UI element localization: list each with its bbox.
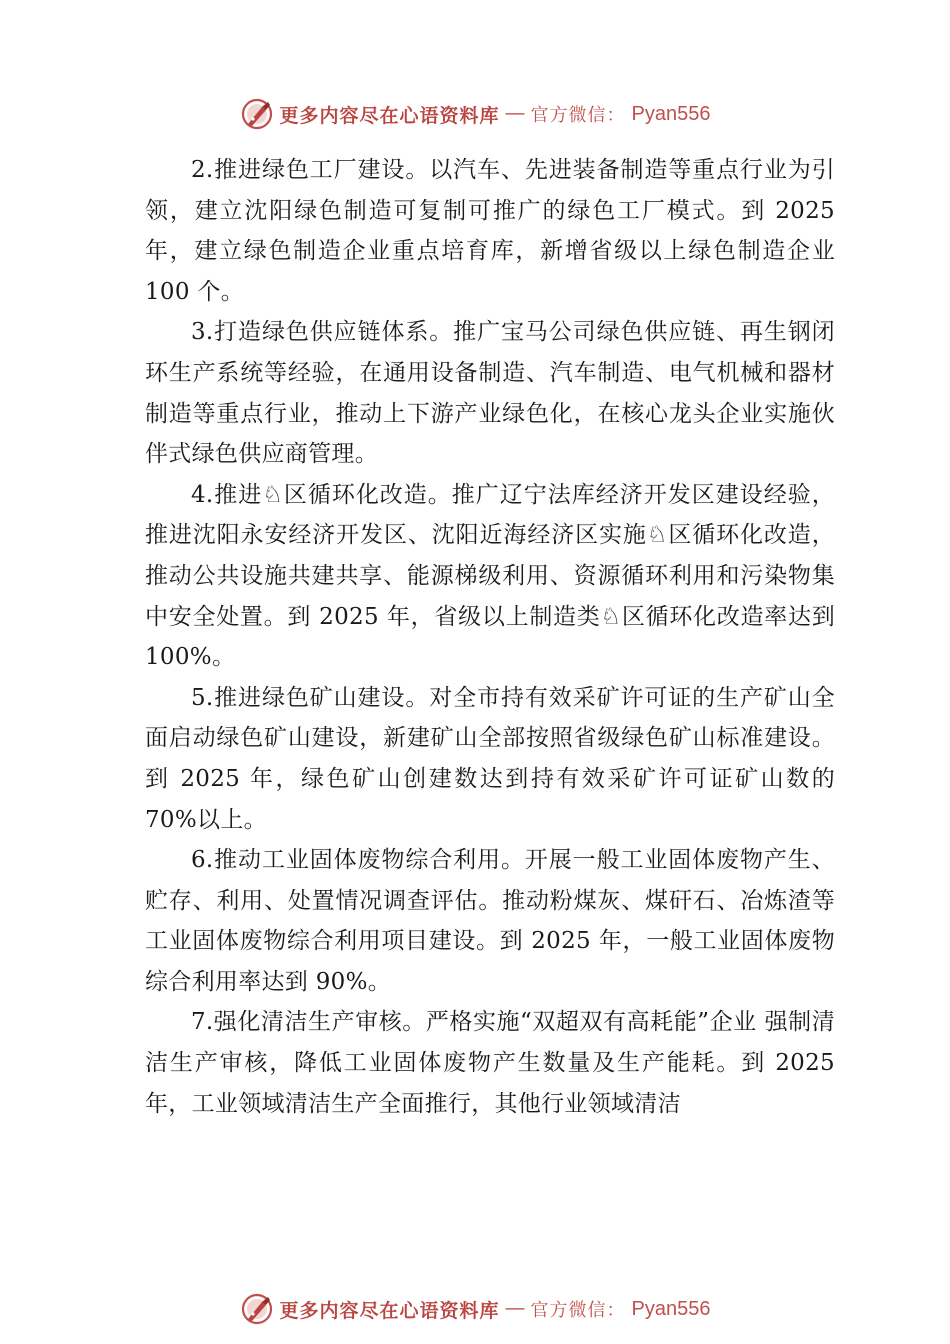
header-wechat-id: Pyan556 — [631, 102, 711, 125]
paragraph-park-circular-reform: 4.推进♘区循环化改造。推广辽宁法库经济开发区建设经验，推进沈阳永安经济开发区、沈阳近海经济区实施♘区循环化改造，推动公共设施共建共享、能源梯级利用、资源循环利用和污染物集中安全处置。到 2025 年，省级以上制造类♘区循环化改造率达到 100%。 — [145, 481, 835, 671]
paragraph-green-supply-chain: 3.打造绿色供应链体系。推广宝马公司绿色供应链、再生钢闭环生产系统等经验，在通用设备制造、汽车制造、电气机械和器材制造等重点行业，推动上下游产业绿色化，在核心龙头企业实施伙伴式绿色供应商管理。 — [145, 319, 835, 468]
header-wechat-label: 官方微信： — [530, 105, 626, 126]
pen-nib-logo-icon — [240, 1292, 274, 1326]
paragraph-solid-waste: 6.推动工业固体废物综合利用。开展一般工业固体废物产生、贮存、利用、处置情况调查评估。推动粉煤灰、煤矸石、冶炼渣等工业固体废物综合利用项目建设。到 2025 年，一般工业固体废物综合利用率达到 90%。 — [145, 847, 835, 995]
footer-separator: — — [505, 1298, 525, 1319]
footer-wechat-id: Pyan556 — [631, 1297, 711, 1320]
pen-nib-logo-icon — [240, 97, 274, 131]
paragraph-green-mine: 5.推进绿色矿山建设。对全市持有效采矿许可证的生产矿山全面启动绿色矿山建设，新建矿山全部按照省级绿色矿山标准建设。到 2025 年，绿色矿山创建数达到持有效采矿许可证矿山数的 70%以上。 — [145, 684, 835, 833]
paragraph-clean-production: 7.强化清洁生产审核。严格实施“双超双有高耗能”企业 强制清洁生产审核，降低工业固体废物产生数量及生产能耗。到 2025 年，工业领域清洁生产全面推行，其他行业领域清洁 — [145, 1009, 835, 1117]
paragraph-green-factory: 2.推进绿色工厂建设。以汽车、先进装备制造等重点行业为引领，建立沈阳绿色制造可复制可推广的绿色工厂模式。到 2025 年，建立绿色制造企业重点培育库，新增省级以上绿色制造企业 100 个。 — [145, 157, 835, 305]
footer-wechat-label: 官方微信： — [530, 1300, 626, 1321]
header-brand-text: 更多内容尽在心语资料库 — [279, 104, 500, 127]
header-separator: — — [505, 103, 525, 124]
footer-brand-text: 更多内容尽在心语资料库 — [279, 1299, 500, 1322]
footer-banner — [0, 1289, 950, 1329]
header-banner — [0, 94, 950, 134]
document-body — [145, 150, 835, 1124]
